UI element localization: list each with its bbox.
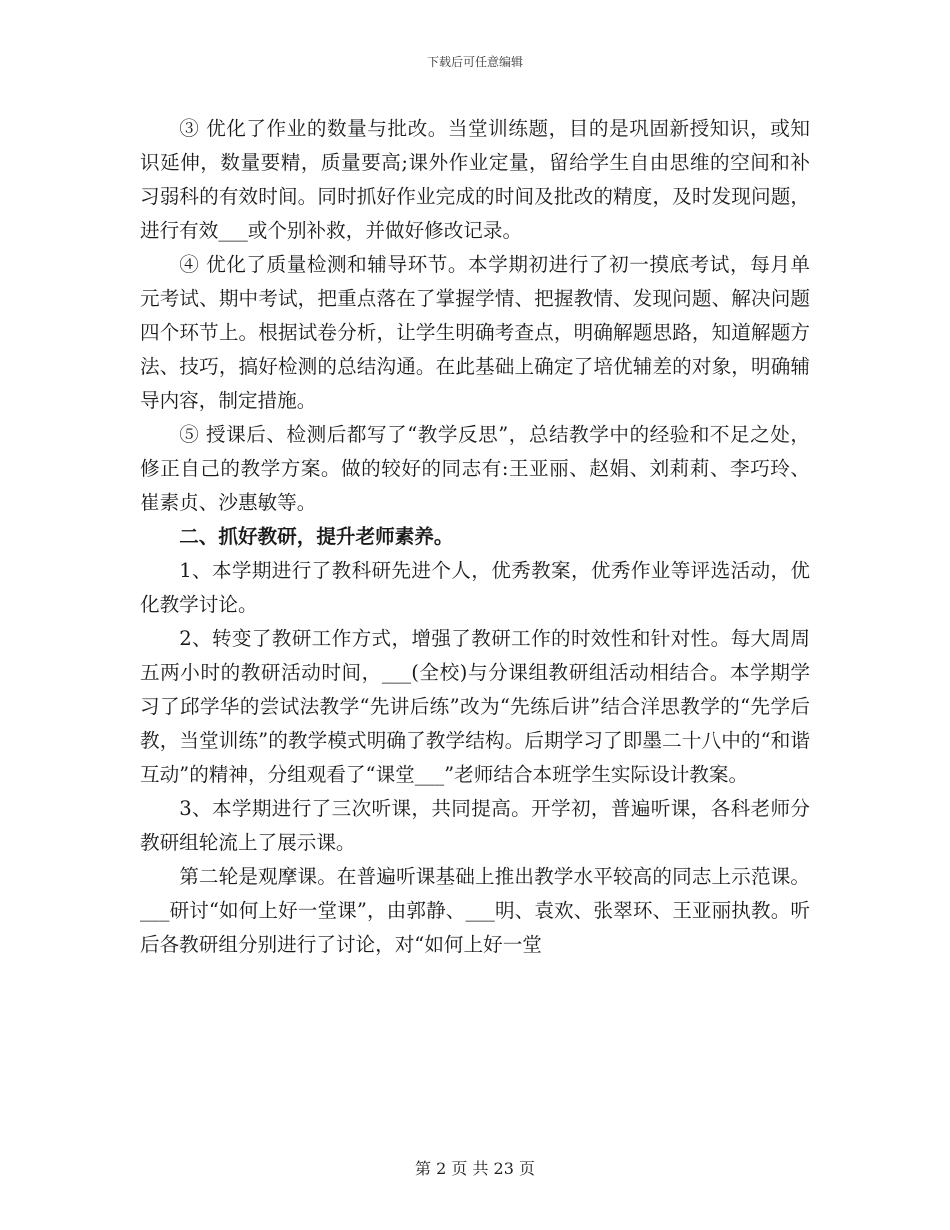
paragraph-quality-check: ④ 优化了质量检测和辅导环节。本学期初进行了初一摸底考试，每月单元考试、期中考试，把重点落在了掌握学情、把握教情、发现问题、解决问题四个环节上。根据试卷分析，让学生明确考查点，明确解题思路，知道解题方法、技巧，搞好检测的总结沟通。在此基础上确定了培优辅差的对象，明确辅导内容，制定措施。 [140,253,810,412]
document-body [140,112,810,962]
paragraph-homework: ③ 优化了作业的数量与批改。当堂训练题，目的是巩固新授知识，或知识延伸，数量要精，质量要高;课外作业定量，留给学生自由思维的空间和补习弱科的有效时间。同时抓好作业完成的时间及批改的精度，及时发现问题，进行有效___或个别补救，并做好修改记录。 [140,117,810,242]
paragraph-item-1: 1、本学期进行了教科研先进个人，优秀教案，优秀作业等评选活动，优化教学讨论。 [140,559,810,616]
page-header: 下载后可任意编辑 [426,55,523,69]
paragraph-item-2: 2、转变了教研工作方式，增强了教研工作的时效性和针对性。每大周周五两小时的教研活动时间，___(全校)与分课组教研组活动相结合。本学期学习了邱学华的尝试法教学“先讲后练”改为“先练后讲”结合洋思教学的“先学后教，当堂训练”的教学模式明确了教学结构。后期学习了即墨二十八中的“和谐互动”的精神，分组观看了“课堂___”老师结合本班学生实际设计教案。 [140,627,810,786]
paragraph-reflection: ⑤ 授课后、检测后都写了“教学反思”，总结教学中的经验和不足之处，修正自己的教学方案。做的较好的同志有:王亚丽、赵娟、刘莉莉、李巧玲、崔素贞、沙惠敏等。 [140,423,810,514]
paragraph-second-round: 第二轮是观摩课。在普遍听课基础上推出教学水平较高的同志上示范课。___研讨“如何上好一堂课”，由郭静、___明、袁欢、张翠环、王亚丽执教。听后各教研组分别进行了讨论，对“如何上好一堂 [140,865,810,956]
section-heading-research: 二、抓好教研，提升老师素养。 [179,525,454,548]
paragraph-item-3: 3、本学期进行了三次听课，共同提高。开学初，普遍听课，各科老师分教研组轮流上了展示课。 [140,797,810,854]
page-footer: 第 2 页 共 23 页 [415,1159,535,1178]
